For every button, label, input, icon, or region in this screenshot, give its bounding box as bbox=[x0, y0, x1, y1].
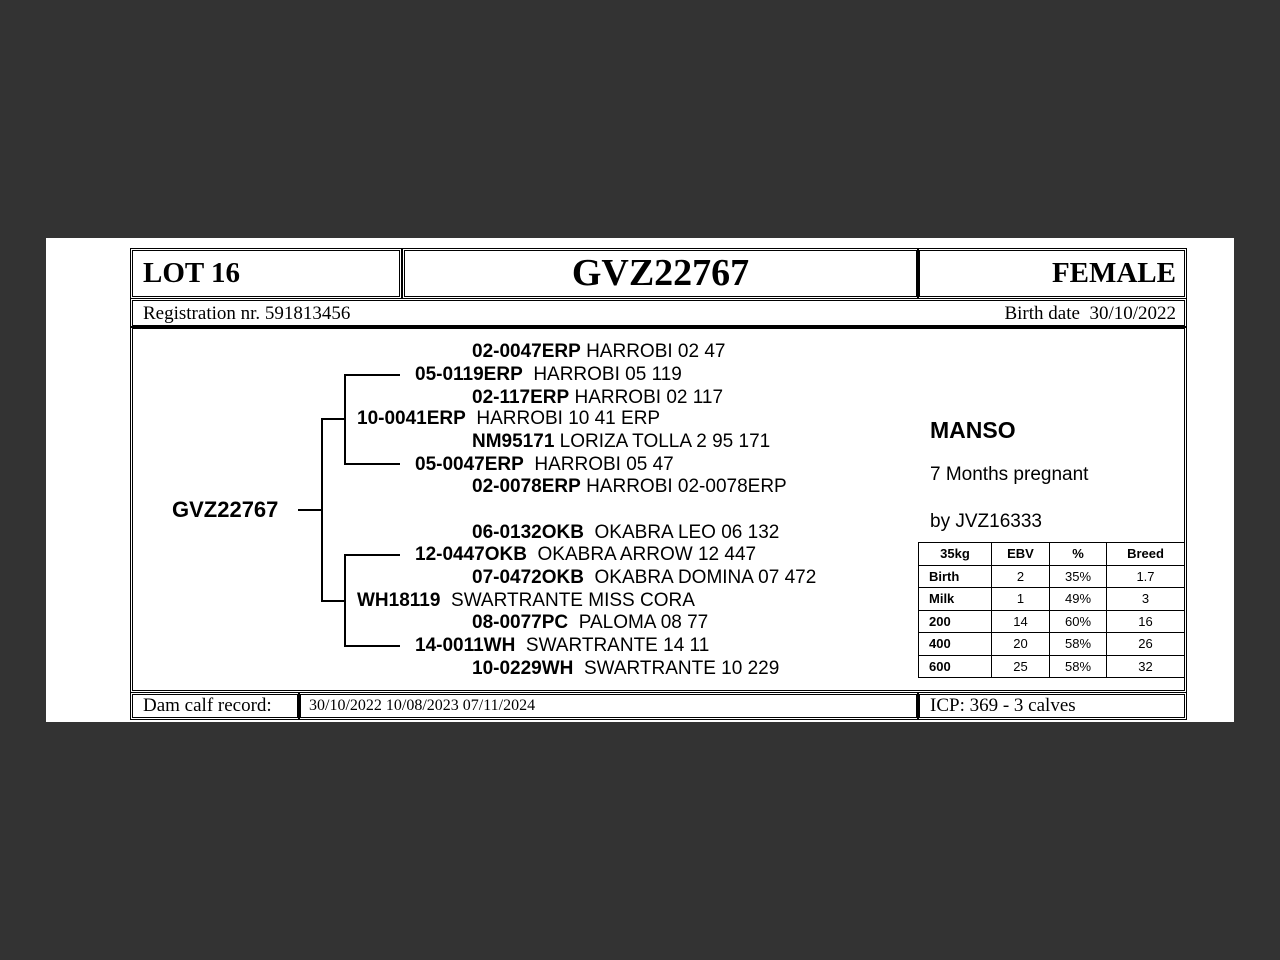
dam-sire-connector bbox=[344, 554, 400, 556]
sire-dam-sire: NM95171 LORIZA TOLLA 2 95 171 bbox=[472, 431, 771, 452]
table-row: 400 20 58% 26 bbox=[919, 633, 1185, 656]
subject-bracket bbox=[321, 418, 323, 602]
dam-sire: 12-0447OKB OKABRA ARROW 12 447 bbox=[415, 544, 757, 565]
dam: WH18119 SWARTRANTE MISS CORA bbox=[357, 590, 695, 611]
table-row: 600 25 58% 32 bbox=[919, 655, 1185, 678]
dam-dam-connector bbox=[344, 645, 400, 647]
birth-date-label: Birth date bbox=[1004, 303, 1080, 324]
dam-dam-sire: 08-0077PC PALOMA 08 77 bbox=[472, 612, 709, 633]
table-row: 200 14 60% 16 bbox=[919, 610, 1185, 633]
status-name: MANSO bbox=[930, 417, 1016, 443]
registration-number: 591813456 bbox=[264, 303, 351, 324]
lot-card bbox=[46, 238, 1234, 722]
dam-dam-dam: 10-0229WH SWARTRANTE 10 229 bbox=[472, 658, 780, 679]
dam-sire-sire: 06-0132OKB OKABRA LEO 06 132 bbox=[472, 522, 780, 543]
sire-bracket bbox=[344, 374, 346, 465]
dam-sire-dam: 07-0472OKB OKABRA DOMINA 07 472 bbox=[472, 567, 817, 588]
sire-sire-sire: 02-0047ERP HARROBI 02 47 bbox=[472, 341, 726, 362]
ebv-header-breed: Breed bbox=[1107, 543, 1185, 566]
subject-connector bbox=[298, 509, 322, 511]
birth-date: 30/10/2022 bbox=[1089, 303, 1176, 324]
registration-label: Registration nr. bbox=[143, 303, 261, 324]
ebv-header-weight: 35kg bbox=[919, 543, 992, 566]
dam-calf-record-dates: 30/10/2022 10/08/2023 07/11/2024 bbox=[298, 692, 919, 720]
ebv-header-row bbox=[919, 543, 1185, 566]
ebv-header-ebv: EBV bbox=[992, 543, 1050, 566]
ebv-table bbox=[918, 542, 1185, 678]
service-sire: by JVZ16333 bbox=[930, 511, 1042, 532]
icp-summary: ICP: 369 - 3 calves bbox=[917, 692, 1187, 720]
dam-calf-record-label: Dam calf record: bbox=[130, 692, 300, 720]
sire-connector bbox=[321, 418, 344, 420]
sire: 10-0041ERP HARROBI 10 41 ERP bbox=[357, 408, 661, 429]
table-row: Birth 2 35% 1.7 bbox=[919, 565, 1185, 588]
dam-connector bbox=[321, 600, 344, 602]
table-row: Milk 1 49% 3 bbox=[919, 588, 1185, 611]
sire-sire-dam: 02-117ERP HARROBI 02 117 bbox=[472, 387, 724, 408]
sex: FEMALE bbox=[917, 248, 1187, 299]
sire-dam-dam: 02-0078ERP HARROBI 02-0078ERP bbox=[472, 476, 787, 497]
dam-dam: 14-0011WH SWARTRANTE 14 11 bbox=[415, 635, 710, 656]
pregnancy-status: 7 Months pregnant bbox=[930, 464, 1089, 485]
birth-date-field bbox=[1004, 302, 1176, 326]
sire-dam-connector bbox=[344, 463, 400, 465]
sire-sire-connector bbox=[344, 374, 400, 376]
animal-id: GVZ22767 bbox=[402, 248, 919, 299]
dam-bracket bbox=[344, 554, 346, 647]
registration-field bbox=[143, 302, 350, 326]
sire-dam: 05-0047ERP HARROBI 05 47 bbox=[415, 454, 674, 475]
sire-sire: 05-0119ERP HARROBI 05 119 bbox=[415, 364, 682, 385]
registration-row bbox=[130, 298, 1187, 328]
pedigree-subject: GVZ22767 bbox=[172, 497, 279, 522]
lot-number: LOT 16 bbox=[130, 248, 402, 299]
ebv-header-percent: % bbox=[1050, 543, 1107, 566]
